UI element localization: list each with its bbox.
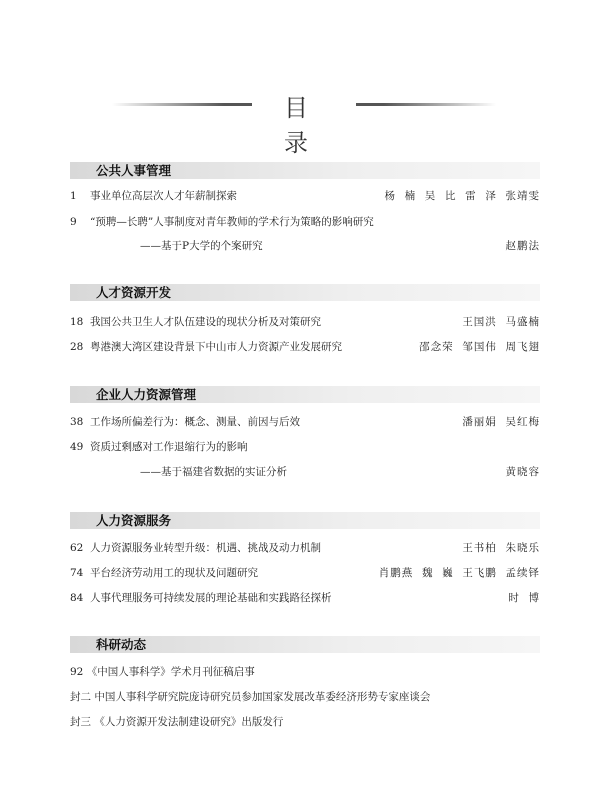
section-heading [70,284,540,301]
section-heading-label: 科研动态 [96,637,147,652]
entry-page: 18 [70,316,84,328]
entry-title: 平台经济劳动用工的现状及问题研究 [90,567,258,579]
toc-entry[interactable] [70,214,540,230]
entry-title: 人事代理服务可持续发展的理论基础和实践路径探析 [90,592,332,604]
toc-footer-entry[interactable]: 封三 《人力资源开发法制建设研究》出版发行 [70,716,284,728]
toc-entry[interactable] [70,540,540,556]
entry-title: 事业单位高层次人才年薪制探索 [90,190,237,202]
entry-authors: 时 博 [508,592,540,604]
toc-entry[interactable] [70,339,540,355]
toc-entry[interactable] [70,565,540,581]
entry-title: “预聘—长聘”人事制度对青年教师的学术行为策略的影响研究 [90,216,374,228]
entry-authors: 肖鹏燕 魏 巍 王飞鹏 孟续铎 [378,567,540,579]
section-heading-label: 企业人力资源管理 [96,387,197,402]
entry-page: 38 [70,416,84,428]
section-heading [70,636,540,653]
toc-entry[interactable] [70,314,540,330]
section-heading-label: 公共人事管理 [96,163,172,178]
entry-page: 28 [70,341,84,353]
entry-title: 工作场所偏差行为：概念、测量、前因与后效 [90,416,300,428]
entry-authors: 潘丽娟 吴红梅 [462,416,540,428]
title-rule-left [112,103,252,106]
page-title: 目 录 [284,94,322,157]
entry-title: 粤港澳大湾区建设背景下中山市人力资源产业发展研究 [90,341,342,353]
entry-page: 49 [70,441,84,453]
entry-page: 84 [70,592,84,604]
entry-title: 人力资源服务业转型升级：机遇、挑战及动力机制 [90,542,321,554]
toc-entry[interactable] [70,439,540,455]
entry-page: 1 [70,190,77,202]
section-heading [70,386,540,403]
section-heading [70,162,540,179]
toc-entry[interactable] [70,414,540,430]
entry-subtitle: ——基于P大学的个案研究 [140,240,263,252]
entry-page: 9 [70,216,77,228]
entry-title: 我国公共卫生人才队伍建设的现状分析及对策研究 [90,316,321,328]
entry-subtitle: ——基于福建省数据的实证分析 [140,466,287,478]
entry-page: 62 [70,542,84,554]
toc-footer-entry[interactable]: 92 《中国人事科学》学术月刊征稿启事 [70,666,255,678]
entry-authors: 王书柏 朱晓乐 [462,542,540,554]
toc-footer-entry[interactable]: 封二 中国人事科学研究院庞诗研究员参加国家发展改革委经济形势专家座谈会 [70,691,431,703]
entry-authors: 杨 楠 吴 比 雷 泽 张靖雯 [384,190,540,202]
toc-entry-subtitle-row [70,464,540,480]
entry-authors: 王国洪 马盛楠 [462,316,540,328]
section-heading-label: 人力资源服务 [96,513,172,528]
section-heading-label: 人才资源开发 [96,285,172,300]
entry-authors: 邵念荣 邹国伟 周飞翅 [419,341,540,353]
page-title-banner [0,88,590,157]
title-rule-right [356,103,496,106]
entry-page: 74 [70,567,84,579]
toc-entry-subtitle-row [70,238,540,254]
entry-title: 资质过剩感对工作退缩行为的影响 [90,441,248,453]
toc-entry[interactable] [70,590,540,606]
entry-authors: 黄晓容 [505,466,540,478]
entry-authors: 赵鹏法 [505,240,540,252]
section-heading [70,512,540,529]
toc-entry[interactable] [70,188,540,204]
